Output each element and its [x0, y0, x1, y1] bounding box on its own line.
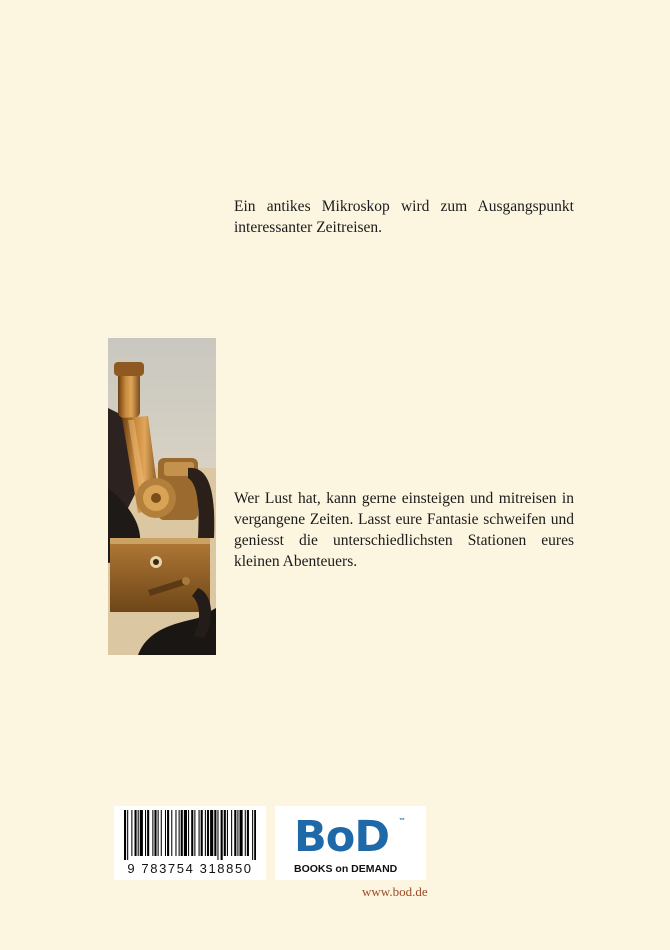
blurb-top: Ein antikes Mikroskop wird zum Ausgangspunkt interessanter Zeitreisen.: [234, 198, 574, 236]
blurb-bottom: Wer Lust hat, kann gerne einsteigen und mitreisen in vergangene Zeiten. Lasst eure Fantasie schweifen und geniesst die unterschiedlichsten Stationen eures kleinen Abenteuers.: [234, 490, 574, 570]
barcode-bar: [191, 810, 193, 856]
barcode-bar: [167, 810, 169, 856]
barcode-bar: [227, 810, 228, 856]
publisher-tagline: BOOKS on DEMAND: [294, 863, 398, 875]
barcode-bar: [124, 810, 126, 860]
publisher-website-link[interactable]: www.bod.de: [362, 884, 428, 899]
barcode-bar: [221, 810, 223, 860]
barcode-bar: [161, 810, 162, 856]
trademark-mark: ™: [399, 818, 405, 824]
barcode-bar: [131, 810, 132, 856]
barcode-bar: [181, 810, 183, 856]
barcode-bar: [240, 810, 243, 856]
barcode-bar: [158, 810, 159, 856]
barcode-bar: [205, 810, 206, 856]
barcode-bar: [199, 810, 200, 856]
barcode-bar: [127, 810, 128, 860]
barcode-bar: [217, 810, 218, 860]
barcode-bar: [231, 810, 232, 856]
barcode-bar: [237, 810, 238, 856]
barcode-bar: [214, 810, 216, 856]
publisher-logo: [275, 806, 426, 880]
bod-logo-text: BoD: [294, 812, 390, 862]
barcode-bar: [140, 810, 143, 856]
barcode-bars: [124, 810, 256, 860]
barcode-bar: [135, 810, 137, 856]
barcode-bar: [201, 810, 203, 856]
barcode-bar: [147, 810, 149, 856]
barcode-bar: [188, 810, 189, 856]
barcode-bar: [171, 810, 172, 856]
barcode-bar: [245, 810, 246, 856]
barcode-bar: [252, 810, 253, 860]
barcode-bar: [154, 810, 156, 856]
barcode-bar: [210, 810, 213, 856]
barcode-bar: [247, 810, 249, 856]
barcode-bar: [254, 810, 256, 860]
barcode-bar: [194, 810, 195, 856]
barcode-bar: [138, 810, 139, 856]
barcode-bar: [207, 810, 209, 856]
barcode-bar: [184, 810, 187, 856]
barcode-bar: [152, 810, 153, 856]
barcode-bar: [175, 810, 176, 856]
barcode-bar: [224, 810, 226, 856]
barcode-bar: [145, 810, 146, 856]
microscope-photo: [108, 338, 216, 655]
barcode: [114, 806, 266, 880]
isbn-number: 9 783754 318850: [127, 861, 253, 876]
barcode-bar: [234, 810, 236, 856]
barcode-bar: [165, 810, 166, 856]
barcode-bar: [179, 810, 180, 856]
